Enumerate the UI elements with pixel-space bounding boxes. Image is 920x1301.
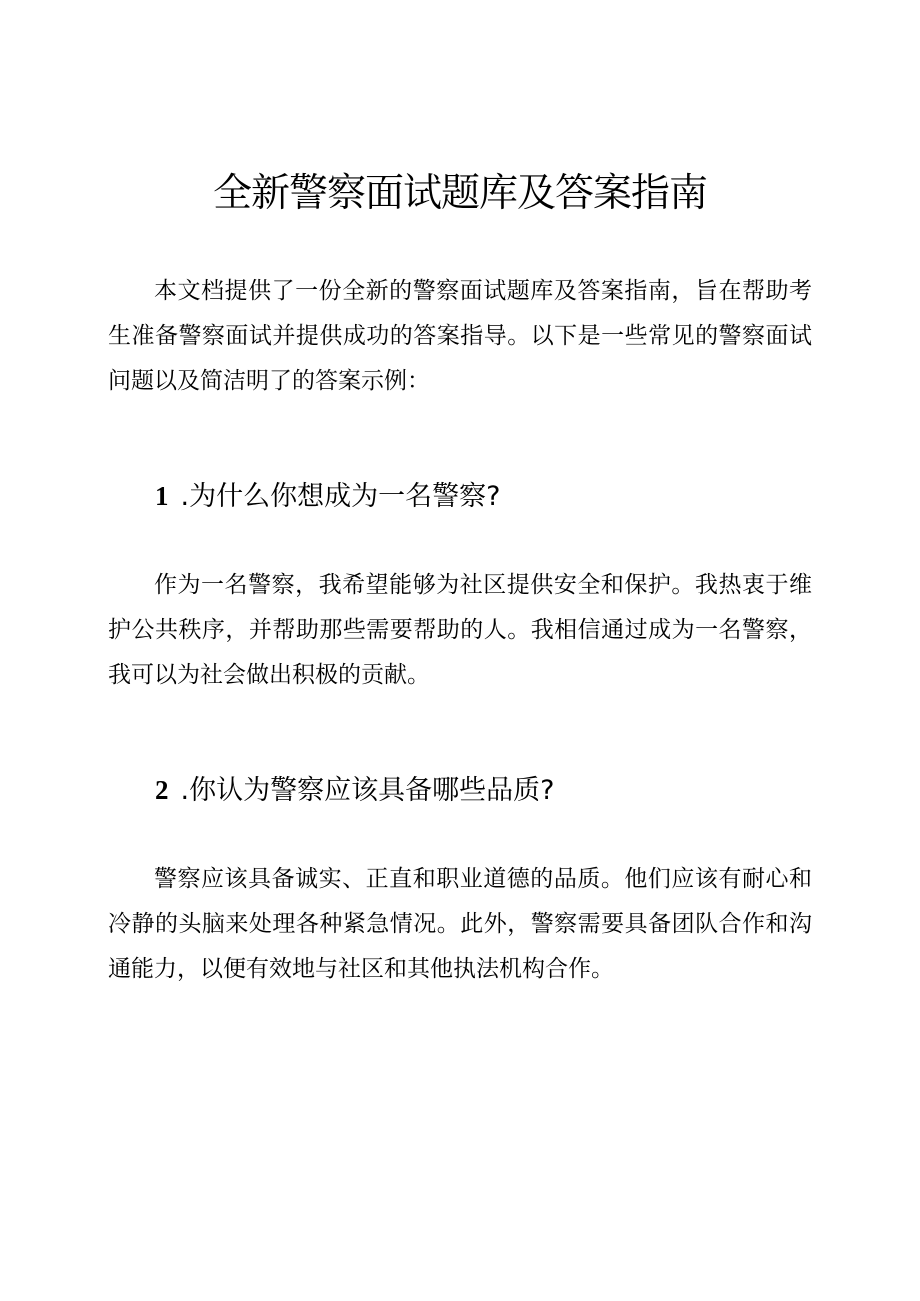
- question-2-text: .你认为警察应该具备哪些品质?: [180, 775, 555, 806]
- question-1-heading: [155, 476, 815, 517]
- question-1-text: .为什么你想成为一名警察?: [180, 481, 501, 512]
- question-1-number: 1: [155, 481, 169, 511]
- intro-paragraph: 本文档提供了一份全新的警察面试题库及答案指南，旨在帮助考生准备警察面试并提供成功的答案指导。以下是一些常见的警察面试问题以及简洁明了的答案示例：: [108, 278, 812, 394]
- question-2-answer: 警察应该具备诚实、正直和职业道德的品质。他们应该有耐心和冷静的头脑来处理各种紧急情况。此外，警察需要具备团队合作和沟通能力，以便有效地与社区和其他执法机构合作。: [108, 866, 812, 982]
- question-2-number: 2: [155, 775, 169, 805]
- question-2-heading: [155, 770, 815, 811]
- document-title: 全新警察面试题库及答案指南: [212, 171, 707, 216]
- question-1-answer: 作为一名警察，我希望能够为社区提供安全和保护。我热衷于维护公共秩序，并帮助那些需要帮助的人。我相信通过成为一名警察，我可以为社会做出积极的贡献。: [108, 572, 812, 688]
